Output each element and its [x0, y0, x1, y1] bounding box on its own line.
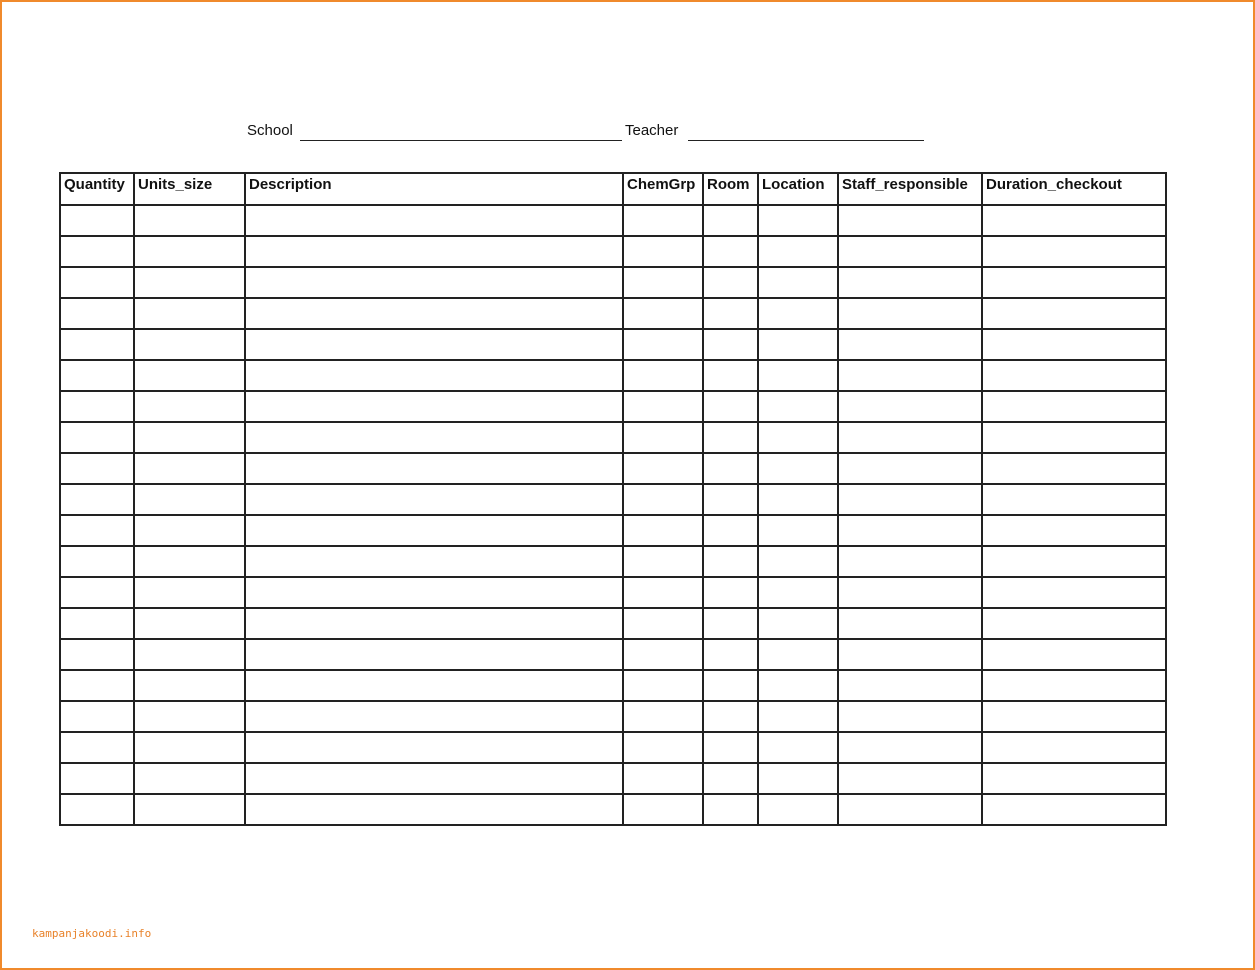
- table-cell[interactable]: [703, 732, 758, 763]
- table-cell[interactable]: [982, 484, 1166, 515]
- column-header-duration-checkout: Duration_checkout: [982, 173, 1166, 205]
- table-cell[interactable]: [982, 608, 1166, 639]
- table-row: [60, 484, 1166, 515]
- table-cell[interactable]: [982, 205, 1166, 236]
- table-cell[interactable]: [245, 205, 623, 236]
- table-cell[interactable]: [60, 298, 134, 329]
- table-cell[interactable]: [134, 422, 245, 453]
- table-cell[interactable]: [703, 329, 758, 360]
- table-cell[interactable]: [245, 329, 623, 360]
- table-cell[interactable]: [838, 608, 982, 639]
- table-cell[interactable]: [982, 670, 1166, 701]
- table-cell[interactable]: [982, 298, 1166, 329]
- table-cell[interactable]: [134, 732, 245, 763]
- inventory-table: [59, 172, 1167, 826]
- watermark: kampanjakoodi.info: [32, 927, 152, 940]
- table-cell[interactable]: [982, 794, 1166, 825]
- table-cell[interactable]: [134, 360, 245, 391]
- table-cell[interactable]: [623, 236, 703, 267]
- table-cell[interactable]: [703, 608, 758, 639]
- table-cell[interactable]: [703, 453, 758, 484]
- table-cell[interactable]: [134, 763, 245, 794]
- table-cell[interactable]: [838, 701, 982, 732]
- table-cell[interactable]: [703, 639, 758, 670]
- table-row: [60, 360, 1166, 391]
- table-cell[interactable]: [245, 391, 623, 422]
- table-cell[interactable]: [838, 763, 982, 794]
- table-cell[interactable]: [703, 515, 758, 546]
- table-cell[interactable]: [134, 329, 245, 360]
- table-cell[interactable]: [623, 360, 703, 391]
- table-cell[interactable]: [245, 267, 623, 298]
- column-header-chemgrp: ChemGrp: [623, 173, 703, 205]
- table-cell[interactable]: [623, 701, 703, 732]
- table-cell[interactable]: [982, 701, 1166, 732]
- table-cell[interactable]: [838, 391, 982, 422]
- table-cell[interactable]: [758, 670, 838, 701]
- table-cell[interactable]: [758, 608, 838, 639]
- table-cell[interactable]: [982, 639, 1166, 670]
- table-cell[interactable]: [758, 577, 838, 608]
- table-cell[interactable]: [60, 577, 134, 608]
- table-cell[interactable]: [623, 453, 703, 484]
- column-header-description: Description: [245, 173, 623, 205]
- table-row: [60, 701, 1166, 732]
- table-cell[interactable]: [758, 422, 838, 453]
- table-cell[interactable]: [703, 298, 758, 329]
- table-cell[interactable]: [758, 453, 838, 484]
- table-cell[interactable]: [623, 577, 703, 608]
- table-cell[interactable]: [134, 608, 245, 639]
- table-cell[interactable]: [758, 732, 838, 763]
- table-cell[interactable]: [60, 701, 134, 732]
- table-cell[interactable]: [838, 546, 982, 577]
- table-cell[interactable]: [838, 670, 982, 701]
- table-row: [60, 515, 1166, 546]
- table-cell[interactable]: [758, 329, 838, 360]
- table-row: [60, 608, 1166, 639]
- table-cell[interactable]: [838, 360, 982, 391]
- table-cell[interactable]: [623, 608, 703, 639]
- table-cell[interactable]: [245, 701, 623, 732]
- table-cell[interactable]: [245, 515, 623, 546]
- table-cell[interactable]: [982, 577, 1166, 608]
- table-cell[interactable]: [703, 236, 758, 267]
- table-cell[interactable]: [134, 391, 245, 422]
- table-cell[interactable]: [134, 453, 245, 484]
- table-cell[interactable]: [703, 360, 758, 391]
- table-cell[interactable]: [245, 298, 623, 329]
- table-cell[interactable]: [758, 298, 838, 329]
- table-cell[interactable]: [838, 205, 982, 236]
- table-row: [60, 422, 1166, 453]
- table-cell[interactable]: [245, 639, 623, 670]
- table-cell[interactable]: [623, 329, 703, 360]
- table-cell[interactable]: [134, 794, 245, 825]
- table-cell[interactable]: [623, 670, 703, 701]
- table-row: [60, 794, 1166, 825]
- table-cell[interactable]: [60, 515, 134, 546]
- table-cell[interactable]: [758, 639, 838, 670]
- table-cell[interactable]: [60, 608, 134, 639]
- table-cell[interactable]: [838, 515, 982, 546]
- table-cell[interactable]: [60, 329, 134, 360]
- table-cell[interactable]: [758, 794, 838, 825]
- table-cell[interactable]: [60, 763, 134, 794]
- teacher-label: Teacher: [625, 122, 679, 139]
- table-cell[interactable]: [838, 422, 982, 453]
- table-cell[interactable]: [134, 670, 245, 701]
- table-cell[interactable]: [703, 763, 758, 794]
- table-row: [60, 577, 1166, 608]
- table-cell[interactable]: [982, 236, 1166, 267]
- table-cell[interactable]: [60, 794, 134, 825]
- table-cell[interactable]: [134, 515, 245, 546]
- table-cell[interactable]: [838, 267, 982, 298]
- table-cell[interactable]: [245, 422, 623, 453]
- table-cell[interactable]: [623, 298, 703, 329]
- table-cell[interactable]: [60, 732, 134, 763]
- column-header-units-size: Units_size: [134, 173, 245, 205]
- table-cell[interactable]: [758, 546, 838, 577]
- table-cell[interactable]: [838, 484, 982, 515]
- column-header-room: Room: [703, 173, 758, 205]
- table-row: [60, 236, 1166, 267]
- table-cell[interactable]: [982, 329, 1166, 360]
- school-field-line[interactable]: [300, 140, 622, 141]
- table-cell[interactable]: [838, 329, 982, 360]
- table-row: [60, 763, 1166, 794]
- table-cell[interactable]: [838, 298, 982, 329]
- table-cell[interactable]: [134, 205, 245, 236]
- table-cell[interactable]: [134, 267, 245, 298]
- table-cell[interactable]: [758, 391, 838, 422]
- table-cell[interactable]: [982, 515, 1166, 546]
- table-cell[interactable]: [245, 577, 623, 608]
- table-cell[interactable]: [60, 484, 134, 515]
- table-cell[interactable]: [60, 360, 134, 391]
- table-cell[interactable]: [623, 639, 703, 670]
- table-cell[interactable]: [134, 298, 245, 329]
- table-cell[interactable]: [623, 794, 703, 825]
- table-cell[interactable]: [245, 546, 623, 577]
- table-cell[interactable]: [60, 391, 134, 422]
- table-row: [60, 391, 1166, 422]
- table-cell[interactable]: [60, 236, 134, 267]
- table-cell[interactable]: [703, 267, 758, 298]
- table-cell[interactable]: [703, 484, 758, 515]
- table-cell[interactable]: [703, 670, 758, 701]
- table-cell[interactable]: [245, 608, 623, 639]
- table-cell[interactable]: [134, 236, 245, 267]
- table-cell[interactable]: [758, 360, 838, 391]
- table-cell[interactable]: [245, 453, 623, 484]
- table-cell[interactable]: [245, 732, 623, 763]
- table-cell[interactable]: [245, 670, 623, 701]
- table-cell[interactable]: [623, 205, 703, 236]
- table-cell[interactable]: [758, 205, 838, 236]
- table-cell[interactable]: [623, 732, 703, 763]
- school-label: School: [247, 122, 293, 139]
- table-cell[interactable]: [623, 422, 703, 453]
- table-cell[interactable]: [982, 422, 1166, 453]
- table-cell[interactable]: [703, 391, 758, 422]
- table-cell[interactable]: [758, 515, 838, 546]
- column-header-staff-responsible: Staff_responsible: [838, 173, 982, 205]
- table-row: [60, 639, 1166, 670]
- table-cell[interactable]: [623, 267, 703, 298]
- table-cell[interactable]: [982, 360, 1166, 391]
- table-body: [60, 205, 1166, 825]
- table-row: [60, 205, 1166, 236]
- table-cell[interactable]: [758, 763, 838, 794]
- table-cell[interactable]: [245, 360, 623, 391]
- table-cell[interactable]: [60, 267, 134, 298]
- table-cell[interactable]: [245, 794, 623, 825]
- table-cell[interactable]: [245, 236, 623, 267]
- table-cell[interactable]: [703, 577, 758, 608]
- table-cell[interactable]: [838, 794, 982, 825]
- table-cell[interactable]: [758, 236, 838, 267]
- table-cell[interactable]: [982, 546, 1166, 577]
- table-cell[interactable]: [60, 546, 134, 577]
- teacher-field-line[interactable]: [688, 140, 924, 141]
- table-row: [60, 453, 1166, 484]
- table-row: [60, 732, 1166, 763]
- table-cell[interactable]: [134, 577, 245, 608]
- table-cell[interactable]: [838, 639, 982, 670]
- table-cell[interactable]: [60, 453, 134, 484]
- table-cell[interactable]: [703, 205, 758, 236]
- table-cell[interactable]: [703, 546, 758, 577]
- table-cell[interactable]: [703, 701, 758, 732]
- table-cell[interactable]: [623, 763, 703, 794]
- table-row: [60, 267, 1166, 298]
- table-cell[interactable]: [758, 267, 838, 298]
- table-cell[interactable]: [60, 422, 134, 453]
- table-cell[interactable]: [134, 546, 245, 577]
- table-cell[interactable]: [982, 453, 1166, 484]
- column-header-quantity: Quantity: [60, 173, 134, 205]
- table-cell[interactable]: [623, 515, 703, 546]
- table-cell[interactable]: [60, 639, 134, 670]
- table-row: [60, 329, 1166, 360]
- table-cell[interactable]: [134, 639, 245, 670]
- table-row: [60, 670, 1166, 701]
- table-cell[interactable]: [838, 732, 982, 763]
- table-cell[interactable]: [60, 205, 134, 236]
- table-cell[interactable]: [134, 701, 245, 732]
- table-cell[interactable]: [982, 732, 1166, 763]
- table-cell[interactable]: [838, 577, 982, 608]
- column-header-location: Location: [758, 173, 838, 205]
- table-cell[interactable]: [623, 391, 703, 422]
- table-cell[interactable]: [703, 422, 758, 453]
- table-cell[interactable]: [982, 391, 1166, 422]
- table-cell[interactable]: [838, 236, 982, 267]
- table-cell[interactable]: [623, 546, 703, 577]
- table-cell[interactable]: [245, 763, 623, 794]
- table-cell[interactable]: [245, 484, 623, 515]
- table-cell[interactable]: [60, 670, 134, 701]
- table-cell[interactable]: [838, 453, 982, 484]
- table-cell[interactable]: [623, 484, 703, 515]
- table-cell[interactable]: [703, 794, 758, 825]
- table-cell[interactable]: [758, 484, 838, 515]
- table-row: [60, 298, 1166, 329]
- table-header-row: [60, 173, 1166, 205]
- table-cell[interactable]: [982, 267, 1166, 298]
- table-row: [60, 546, 1166, 577]
- table-cell[interactable]: [134, 484, 245, 515]
- table-cell[interactable]: [758, 701, 838, 732]
- table-cell[interactable]: [982, 763, 1166, 794]
